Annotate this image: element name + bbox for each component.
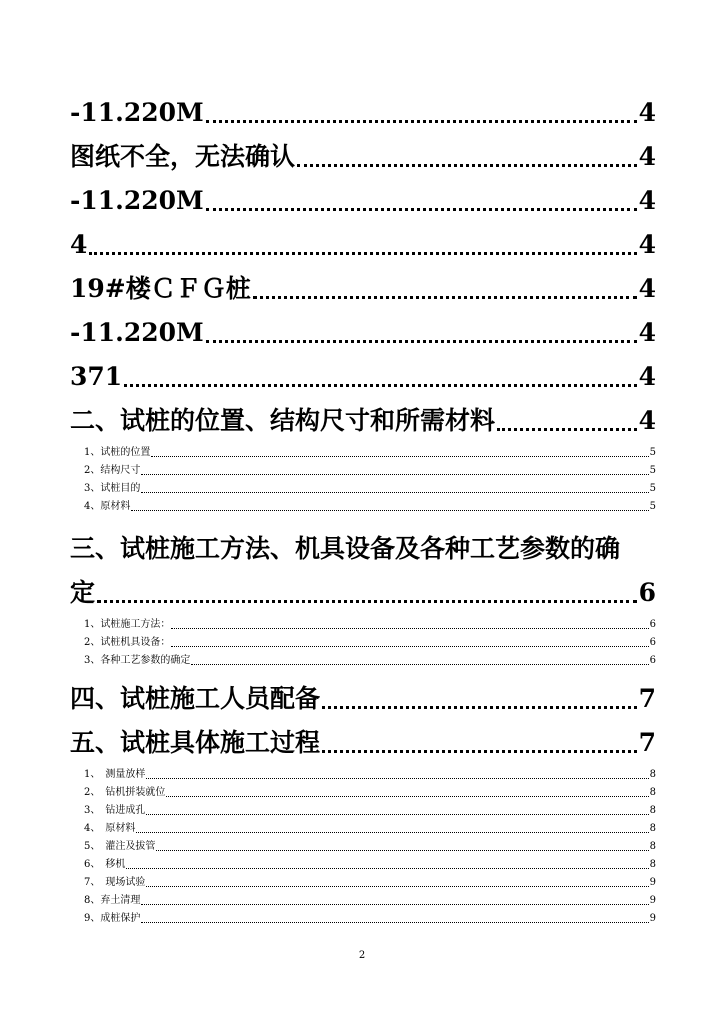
toc-subentry-page: 9 <box>649 877 656 888</box>
toc-entry-page: 4 <box>638 142 656 171</box>
leader-dots <box>141 904 648 905</box>
toc-entry-title: 四、试桩施工人员配备 <box>70 684 321 713</box>
leader-dots <box>191 664 648 665</box>
leader-dots <box>322 706 637 709</box>
toc-subentry[interactable] <box>70 874 656 892</box>
leader-dots <box>497 428 637 431</box>
toc-entry[interactable] <box>70 314 656 352</box>
toc-entry-title: -11.220M <box>70 186 204 215</box>
toc-entry-page: 6 <box>638 578 656 607</box>
toc-entry-title: -11.220M <box>70 98 204 127</box>
leader-dots <box>253 296 637 299</box>
leader-dots <box>126 868 648 869</box>
toc-subentry-title: 8、弃土清理 <box>84 895 141 906</box>
toc-subentry-page: 8 <box>649 823 656 834</box>
leader-dots <box>141 474 648 475</box>
toc-entry-page: 4 <box>638 274 656 303</box>
toc-subentry-page: 9 <box>649 895 656 906</box>
toc-entry-page: 7 <box>638 684 656 713</box>
leader-dots <box>206 120 637 123</box>
toc-subentry-title: 1、试桩的位置 <box>84 447 151 458</box>
toc-subentry-page: 8 <box>649 769 656 780</box>
toc-subentry-title: 2、试桩机具设备： <box>84 637 171 648</box>
toc-entry[interactable] <box>70 358 656 396</box>
toc-subentry-title: 3、 钻进成孔 <box>84 805 146 816</box>
leader-dots <box>206 208 637 211</box>
toc-entry-page: 7 <box>638 728 656 757</box>
toc-subentry-page: 5 <box>649 483 656 494</box>
toc-subentry-page: 5 <box>649 447 656 458</box>
toc-subentry[interactable] <box>70 892 656 910</box>
toc-section-3[interactable] <box>70 574 656 612</box>
leader-dots <box>136 832 648 833</box>
toc-entry-title: 五、试桩具体施工过程 <box>70 728 321 757</box>
toc-entry-page: 4 <box>638 362 656 391</box>
toc-subentry-title: 4、原材料 <box>84 501 131 512</box>
leader-dots <box>146 778 648 779</box>
page-number: 2 <box>358 950 366 961</box>
toc-entry-title: 4 <box>70 230 88 259</box>
toc-entry-page: 4 <box>638 230 656 259</box>
toc-entry[interactable] <box>70 182 656 220</box>
leader-dots <box>89 252 636 255</box>
toc-subentry[interactable] <box>70 910 656 928</box>
toc-subentry[interactable] <box>70 784 656 802</box>
leader-dots <box>97 600 637 603</box>
toc-subentry-title: 6、 移机 <box>84 859 126 870</box>
leader-dots <box>322 750 637 753</box>
leader-dots <box>156 850 648 851</box>
toc-subentry[interactable] <box>70 838 656 856</box>
toc-subentry-page: 5 <box>649 501 656 512</box>
toc-subentry[interactable] <box>70 480 656 498</box>
toc-subentry-title: 7、 现场试验 <box>84 877 146 888</box>
toc-subentry-page: 8 <box>649 841 656 852</box>
toc-subentry-page: 8 <box>649 859 656 870</box>
toc-subentry-title: 3、各种工艺参数的确定 <box>84 655 191 666</box>
toc-entry-title: 371 <box>70 362 123 391</box>
table-of-contents <box>70 94 656 928</box>
toc-entry-page: 4 <box>638 318 656 347</box>
toc-subentry[interactable] <box>70 634 656 652</box>
toc-entry[interactable] <box>70 226 656 264</box>
leader-dots <box>151 456 648 457</box>
toc-subentry-page: 6 <box>649 637 656 648</box>
toc-entry-page: 4 <box>638 98 656 127</box>
toc-entry[interactable] <box>70 270 656 308</box>
toc-subentry-title: 1、 测量放样 <box>84 769 146 780</box>
toc-section-4[interactable] <box>70 680 656 718</box>
toc-subentry-page: 8 <box>649 787 656 798</box>
toc-subentry-title: 3、试桩目的 <box>84 483 141 494</box>
toc-subentry[interactable] <box>70 856 656 874</box>
toc-subentry-title: 2、结构尺寸 <box>84 465 141 476</box>
toc-entry[interactable] <box>70 138 656 176</box>
toc-subentry-page: 5 <box>649 465 656 476</box>
leader-dots <box>146 886 648 887</box>
toc-subentry-title: 2、 钻机拼装就位 <box>84 787 166 798</box>
toc-subentry-title: 9、成桩保护 <box>84 913 141 924</box>
leader-dots <box>146 814 648 815</box>
toc-subentry[interactable] <box>70 802 656 820</box>
toc-subentry[interactable] <box>70 498 656 516</box>
toc-entry-title: -11.220M <box>70 318 204 347</box>
toc-section-3-line1[interactable]: 三、试桩施工方法、机具设备及各种工艺参数的确 <box>70 534 621 563</box>
toc-entry-title: 图纸不全，无法确认 <box>70 142 296 171</box>
toc-entry-page: 4 <box>638 186 656 215</box>
toc-subentry[interactable] <box>70 820 656 838</box>
leader-dots <box>166 796 648 797</box>
leader-dots <box>206 340 637 343</box>
toc-subentry[interactable] <box>70 462 656 480</box>
toc-subentry-title: 5、 灌注及拔管 <box>84 841 156 852</box>
leader-dots <box>297 164 637 167</box>
leader-dots <box>141 492 648 493</box>
toc-subentry[interactable] <box>70 616 656 634</box>
toc-entry[interactable] <box>70 94 656 132</box>
toc-subentry-title: 1、试桩施工方法： <box>84 619 171 630</box>
toc-subentry[interactable] <box>70 766 656 784</box>
toc-entry-title: 二、试桩的位置、结构尺寸和所需材料 <box>70 406 496 435</box>
toc-section-2[interactable] <box>70 402 656 440</box>
leader-dots <box>131 510 648 511</box>
leader-dots <box>124 384 636 387</box>
toc-subentry-page: 9 <box>649 913 656 924</box>
toc-entry-title: 19#楼ＣＦＧ桩 <box>70 274 251 303</box>
leader-dots <box>141 922 648 923</box>
toc-subentry[interactable] <box>70 652 656 670</box>
toc-subentry-title: 4、 原材料 <box>84 823 136 834</box>
toc-entry-title: 定 <box>70 578 96 607</box>
toc-subentry[interactable] <box>70 444 656 462</box>
toc-entry-page: 4 <box>638 406 656 435</box>
toc-section-5[interactable] <box>70 724 656 762</box>
leader-dots <box>171 628 648 629</box>
toc-subentry-page: 8 <box>649 805 656 816</box>
leader-dots <box>171 646 648 647</box>
toc-subentry-page: 6 <box>649 619 656 630</box>
toc-subentry-page: 6 <box>649 655 656 666</box>
